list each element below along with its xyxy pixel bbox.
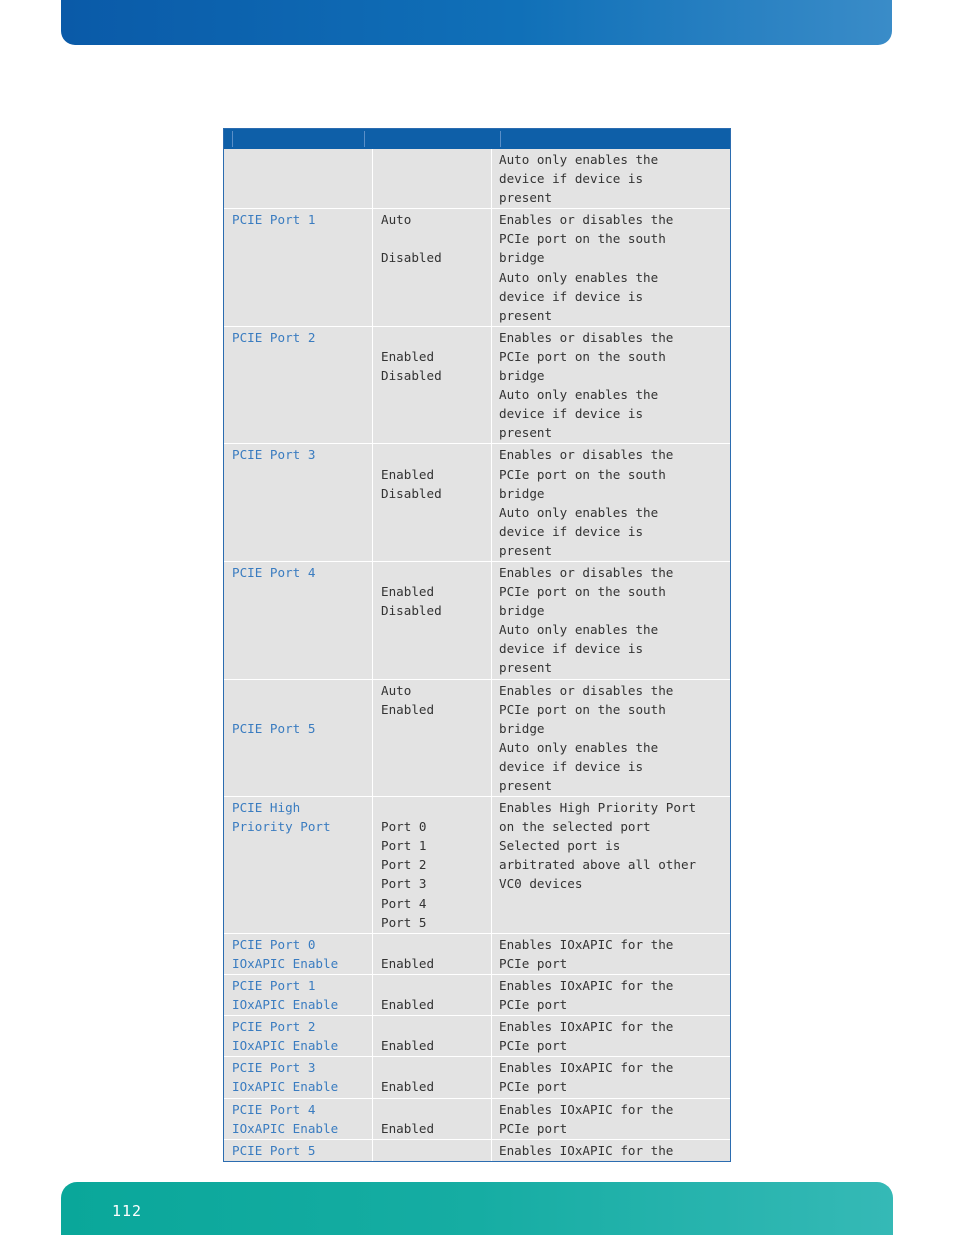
- setting-description-line: Auto only enables the: [499, 269, 659, 285]
- setting-description-line: device if device is: [499, 171, 644, 187]
- setting-name: [224, 149, 373, 208]
- setting-options-line: Enabled: [381, 997, 435, 1013]
- setting-options-line: Disabled: [381, 368, 442, 384]
- setting-name-line: IOxAPIC Enable: [232, 1079, 339, 1095]
- setting-description-line: present: [499, 190, 553, 206]
- setting-options-line: Disabled: [381, 485, 442, 501]
- setting-description-line: PCIe port on the south: [499, 348, 666, 364]
- setting-options: [373, 1140, 492, 1161]
- setting-name-line: Priority Port: [232, 819, 331, 835]
- setting-description-line: Selected port is: [499, 838, 621, 854]
- setting-options: [373, 797, 492, 933]
- setting-description-line: bridge: [499, 250, 545, 266]
- setting-description-line: device if device is: [499, 641, 644, 657]
- setting-options-line: Disabled: [381, 603, 442, 619]
- setting-options-line: [381, 935, 485, 954]
- setting-description-line: Enables High Priority Port: [499, 800, 697, 816]
- setting-description: [492, 149, 730, 208]
- setting-name-line: IOxAPIC Enable: [232, 1120, 339, 1136]
- setting-description-line: PCIe port: [499, 1079, 568, 1095]
- setting-description: [492, 444, 730, 561]
- setting-name-line: PCIE Port 5: [232, 720, 316, 736]
- setting-options: [373, 975, 492, 1015]
- setting-options-line: [381, 229, 485, 248]
- setting-name: [224, 562, 373, 679]
- setting-name-line: PCIE Port 5: [232, 1142, 316, 1158]
- setting-name-line: PCIE High: [232, 800, 301, 816]
- setting-description-line: Enables IOxAPIC for the: [499, 1060, 674, 1076]
- setting-name: [224, 934, 373, 974]
- table-row: [224, 444, 730, 562]
- setting-description-line: Enables or disables the: [499, 564, 674, 580]
- setting-name: [224, 444, 373, 561]
- setting-description: [492, 562, 730, 679]
- setting-description: [492, 797, 730, 933]
- setting-name-line: IOxAPIC Enable: [232, 955, 339, 971]
- setting-options-line: [381, 445, 485, 464]
- header-banner: [61, 0, 892, 45]
- setting-name: [224, 1099, 373, 1139]
- setting-description-line: Enables or disables the: [499, 329, 674, 345]
- setting-description-line: present: [499, 307, 553, 323]
- table-row: [224, 1016, 730, 1057]
- table-body: [224, 149, 730, 1161]
- setting-options-line: Enabled: [381, 584, 435, 600]
- setting-options: [373, 1057, 492, 1097]
- setting-options-line: Enabled: [381, 1120, 435, 1136]
- setting-options-line: Port 5: [381, 914, 427, 930]
- setting-description-line: Enables IOxAPIC for the: [499, 1019, 674, 1035]
- setting-name-line: PCIE Port 0: [232, 936, 316, 952]
- setting-description-line: PCIe port on the south: [499, 231, 666, 247]
- setting-name-line: PCIE Port 2: [232, 1019, 316, 1035]
- setting-options-line: Port 0: [381, 819, 427, 835]
- setting-options-line: Enabled: [381, 701, 435, 717]
- setting-options-line: Port 1: [381, 838, 427, 854]
- setting-name: [224, 680, 373, 797]
- setting-description-line: Auto only enables the: [499, 622, 659, 638]
- setting-description: [492, 1016, 730, 1056]
- setting-description: [492, 1140, 730, 1161]
- setting-name: [224, 1057, 373, 1097]
- setting-description-line: device if device is: [499, 406, 644, 422]
- setting-description: [492, 934, 730, 974]
- table-row: [224, 1099, 730, 1140]
- setting-description-line: bridge: [499, 603, 545, 619]
- setting-options-line: Enabled: [381, 1038, 435, 1054]
- setting-options-line: Port 3: [381, 876, 427, 892]
- setting-options: [373, 327, 492, 444]
- setting-description-line: Enables IOxAPIC for the: [499, 1142, 674, 1158]
- table-header: [224, 129, 730, 149]
- setting-options: [373, 934, 492, 974]
- setting-name-line: PCIE Port 3: [232, 447, 316, 463]
- table-row: [224, 562, 730, 680]
- setting-options: [373, 1016, 492, 1056]
- setting-description-line: VC0 devices: [499, 876, 583, 892]
- setting-options-line: [381, 1100, 485, 1119]
- setting-description-line: Auto only enables the: [499, 739, 659, 755]
- setting-name: [224, 975, 373, 1015]
- setting-options-line: [381, 1058, 485, 1077]
- table-row: [224, 1140, 730, 1161]
- setting-name-line: PCIE Port 1: [232, 977, 316, 993]
- header-divider: [500, 131, 501, 147]
- setting-description-line: present: [499, 542, 553, 558]
- setting-options-line: Port 4: [381, 895, 427, 911]
- setting-name-line: IOxAPIC Enable: [232, 1038, 339, 1054]
- setting-description-line: bridge: [499, 368, 545, 384]
- setting-name-line: PCIE Port 4: [232, 564, 316, 580]
- setting-description-line: bridge: [499, 485, 545, 501]
- setting-description: [492, 975, 730, 1015]
- setting-options-line: Port 2: [381, 857, 427, 873]
- setting-name-line: [232, 700, 366, 719]
- setting-name-line: [232, 681, 366, 700]
- table-row: [224, 149, 730, 209]
- setting-description: [492, 1057, 730, 1097]
- table-row: [224, 797, 730, 934]
- setting-description-line: on the selected port: [499, 819, 651, 835]
- setting-description-line: Enables or disables the: [499, 212, 674, 228]
- setting-description: [492, 1099, 730, 1139]
- setting-description-line: present: [499, 425, 553, 441]
- setting-name-line: [232, 150, 366, 169]
- setting-description: [492, 209, 730, 326]
- setting-name: [224, 209, 373, 326]
- setting-description-line: present: [499, 660, 553, 676]
- setting-options-line: Enabled: [381, 348, 435, 364]
- table-row: [224, 1057, 730, 1098]
- setting-description-line: Enables or disables the: [499, 447, 674, 463]
- setting-options: [373, 562, 492, 679]
- setting-description-line: present: [499, 778, 553, 793]
- setting-description-line: Auto only enables the: [499, 504, 659, 520]
- setting-name: [224, 797, 373, 933]
- setting-options-line: [381, 798, 485, 817]
- setting-description-line: arbitrated above all other: [499, 857, 697, 873]
- setting-description-line: PCIe port on the south: [499, 466, 666, 482]
- setting-name: [224, 1016, 373, 1056]
- setting-description-line: Auto only enables the: [499, 387, 659, 403]
- footer-banner: [61, 1182, 893, 1235]
- setting-description-line: PCIe port: [499, 997, 568, 1013]
- setting-description-line: PCIe port: [499, 1120, 568, 1136]
- setting-description-line: PCIe port on the south: [499, 701, 666, 717]
- page-number: 112: [112, 1202, 143, 1220]
- setting-name: [224, 1140, 373, 1161]
- setting-options-line: Auto: [381, 212, 412, 228]
- setting-name-line: IOxAPIC Enable: [232, 997, 339, 1013]
- table-row: [224, 327, 730, 445]
- table-row: [224, 209, 730, 327]
- setting-description-line: Enables IOxAPIC for the: [499, 936, 674, 952]
- setting-name-line: PCIE Port 4: [232, 1101, 316, 1117]
- setting-options-line: [381, 976, 485, 995]
- setting-options-line: [381, 150, 485, 169]
- header-divider: [232, 131, 233, 147]
- setting-description-line: Enables IOxAPIC for the: [499, 1101, 674, 1117]
- setting-description-line: device if device is: [499, 758, 644, 774]
- setting-options-line: Enabled: [381, 1079, 435, 1095]
- setting-description-line: PCIe port: [499, 1038, 568, 1054]
- settings-table: [223, 128, 731, 1162]
- setting-options: [373, 209, 492, 326]
- setting-options-line: [381, 563, 485, 582]
- setting-name-line: PCIE Port 2: [232, 329, 316, 345]
- setting-options: [373, 680, 492, 797]
- setting-name-line: PCIE Port 3: [232, 1060, 316, 1076]
- setting-description-line: device if device is: [499, 288, 644, 304]
- table-row: [224, 934, 730, 975]
- setting-options-line: [381, 1017, 485, 1036]
- setting-options-line: [381, 1141, 485, 1160]
- setting-description-line: Enables or disables the: [499, 682, 674, 698]
- setting-description-line: bridge: [499, 720, 545, 736]
- table-row: [224, 680, 730, 798]
- setting-description: [492, 680, 730, 797]
- setting-options-line: Enabled: [381, 955, 435, 971]
- setting-name: [224, 327, 373, 444]
- setting-options-line: Disabled: [381, 250, 442, 266]
- setting-description-line: PCIe port on the south: [499, 584, 666, 600]
- header-divider: [364, 131, 365, 147]
- setting-description-line: PCIe port: [499, 955, 568, 971]
- setting-description-line: Auto only enables the: [499, 152, 659, 167]
- setting-description-line: device if device is: [499, 523, 644, 539]
- setting-name-line: PCIE Port 1: [232, 212, 316, 228]
- setting-options-line: Auto: [381, 682, 412, 698]
- setting-options-line: Enabled: [381, 466, 435, 482]
- setting-options: [373, 444, 492, 561]
- setting-options: [373, 1099, 492, 1139]
- table-row: [224, 975, 730, 1016]
- setting-description: [492, 327, 730, 444]
- setting-options-line: [381, 328, 485, 347]
- setting-description-line: Enables IOxAPIC for the: [499, 977, 674, 993]
- setting-options: [373, 149, 492, 208]
